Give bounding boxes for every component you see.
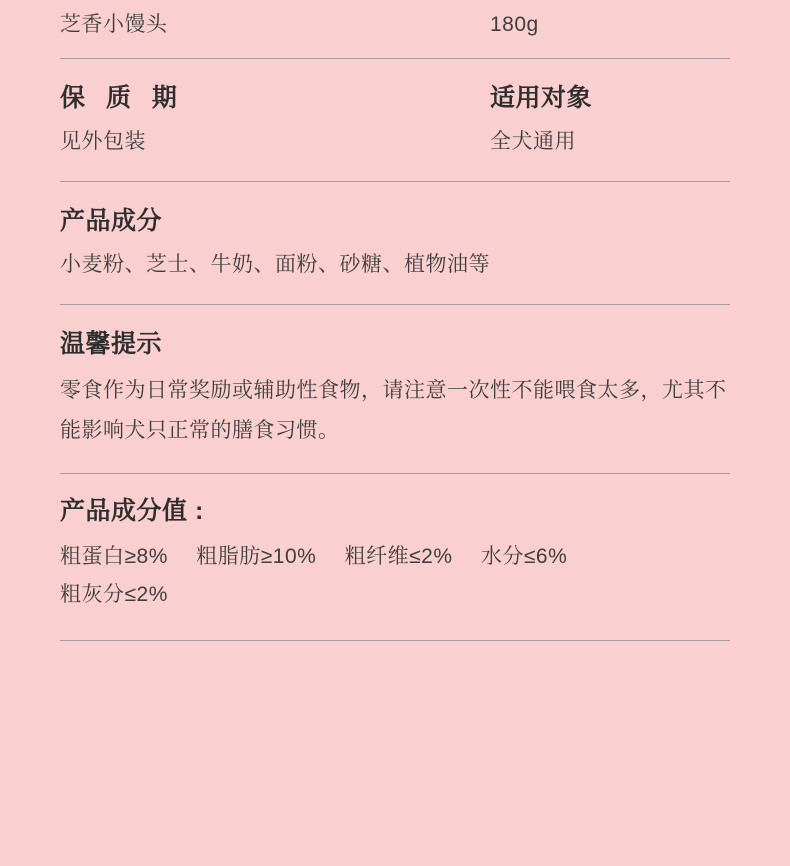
analysis-item: 粗蛋白≥8%	[60, 545, 168, 568]
divider-5	[60, 640, 730, 641]
target-value: 全犬通用	[490, 130, 576, 153]
analysis-item: 粗灰分≤2%	[60, 583, 168, 606]
shelf-life-value: 见外包装	[60, 130, 146, 153]
product-weight: 180g	[490, 13, 539, 36]
target-title: 适用对象	[490, 84, 593, 112]
analysis-section	[60, 474, 730, 640]
divider-4	[60, 473, 730, 474]
analysis-item: 水分≤6%	[480, 545, 568, 568]
ingredients-value: 小麦粉、芝士、牛奶、面粉、砂糖、植物油等	[60, 253, 490, 276]
analysis-line-1	[60, 538, 730, 576]
target-cell	[490, 81, 730, 159]
product-name: 芝香小馒头	[60, 13, 168, 36]
analysis-line-2	[60, 576, 730, 614]
tips-section	[60, 305, 730, 473]
divider-1	[60, 58, 730, 59]
ingredients-section	[60, 182, 730, 304]
analysis-item: 粗纤维≤2%	[344, 545, 453, 568]
shelf-life-cell	[60, 81, 490, 159]
tips-title: 温馨提示	[60, 330, 163, 358]
tips-value: 零食作为日常奖励或辅助性食物，请注意一次性不能喂食太多，尤其不能影响犬只正常的膳食习惯。	[60, 379, 727, 442]
shelf-life-title: 保 质 期	[60, 84, 184, 112]
shelf-life-target-row	[60, 59, 730, 181]
product-weight-cell	[490, 10, 730, 40]
product-summary-row	[60, 0, 730, 58]
analysis-title: 产品成分值 :	[60, 497, 204, 525]
divider-2	[60, 181, 730, 182]
product-name-cell	[60, 10, 490, 40]
analysis-item: 粗脂肪≥10%	[196, 545, 317, 568]
divider-3	[60, 304, 730, 305]
ingredients-title: 产品成分	[60, 207, 163, 235]
